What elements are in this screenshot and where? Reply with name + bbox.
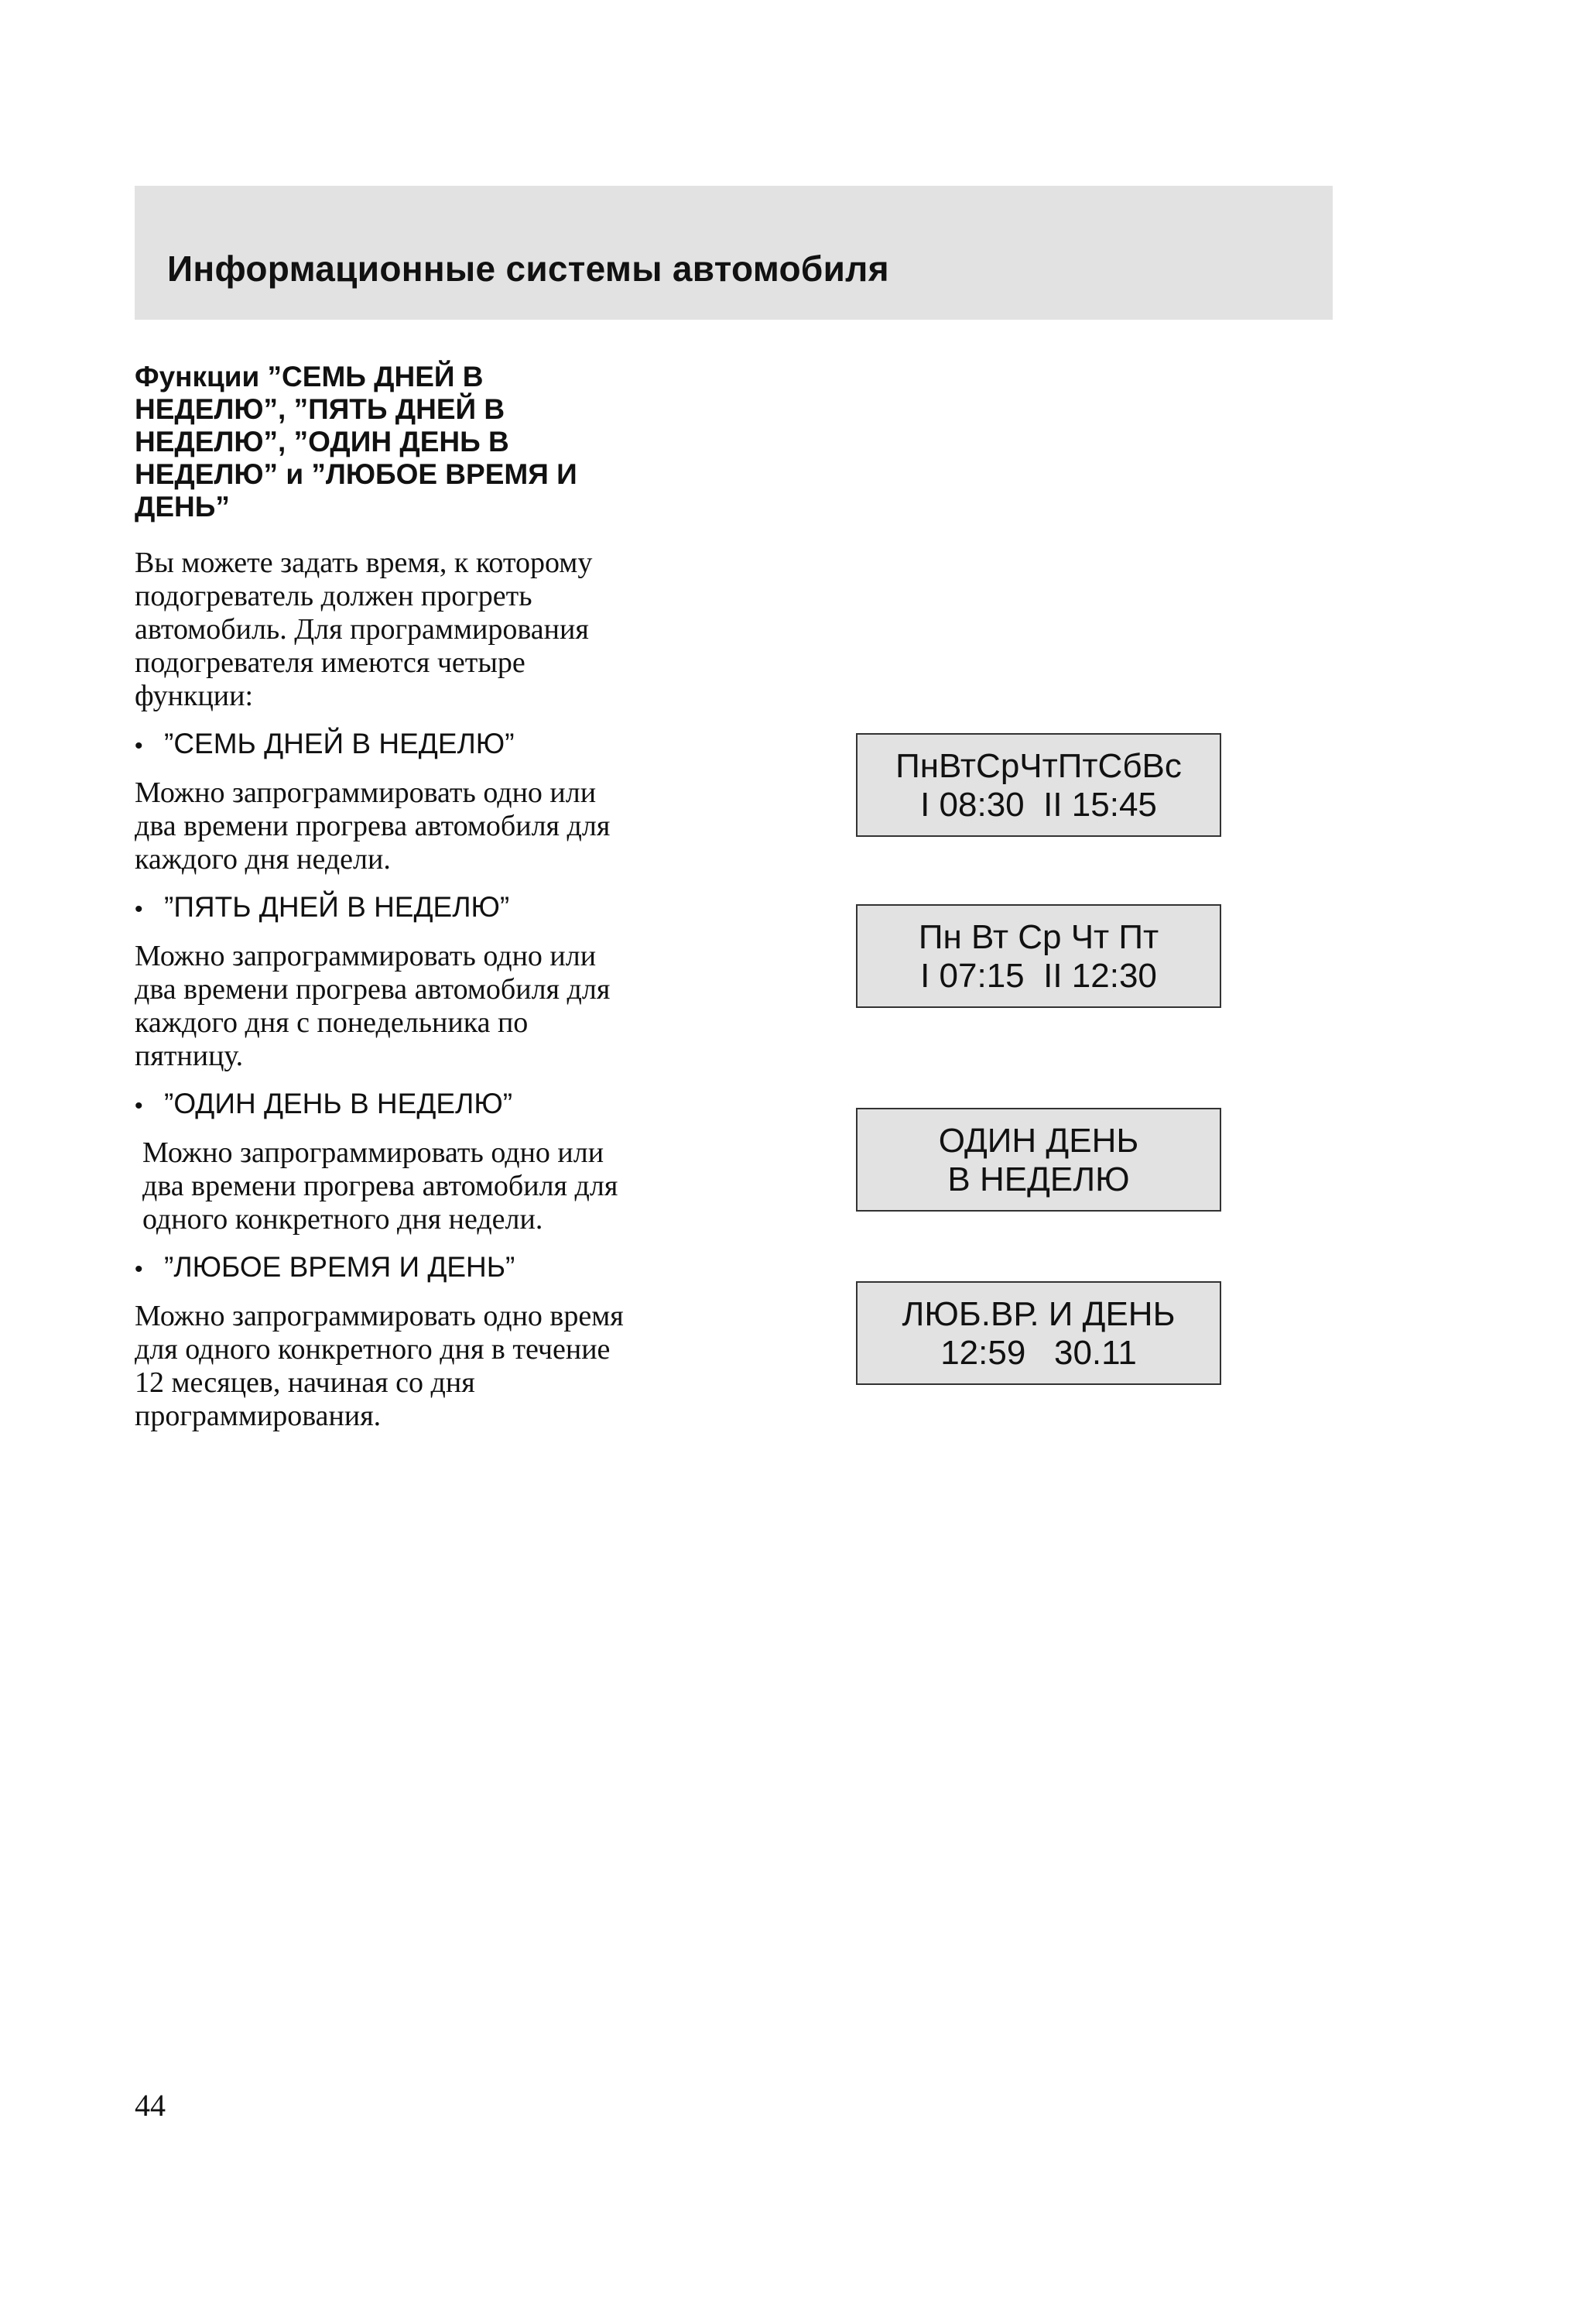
bullet-description bbox=[135, 776, 707, 876]
bullet-item-one-day bbox=[135, 1087, 707, 1123]
bullet-label: ”ПЯТЬ ДНЕЙ В НЕДЕЛЮ” bbox=[164, 891, 510, 923]
description-line: 12 месяцев, начиная со дня bbox=[135, 1366, 475, 1399]
description-line: каждого дня недели. bbox=[135, 843, 391, 876]
display-line: Пн Вт Ср Чт Пт bbox=[918, 918, 1159, 956]
intro-line: подогревателя имеются четыре bbox=[135, 646, 525, 679]
content-column bbox=[135, 361, 707, 1447]
intro-paragraph bbox=[135, 547, 707, 713]
display-line: ПнВтСрЧтПтСбВс bbox=[895, 747, 1182, 785]
bullet-label: ”ЛЮБОЕ ВРЕМЯ И ДЕНЬ” bbox=[164, 1251, 515, 1283]
section-heading-line: ДЕНЬ” bbox=[135, 491, 230, 523]
description-line: пятницу. bbox=[135, 1040, 244, 1072]
display-five-days bbox=[856, 904, 1221, 1008]
bullet-label: ”ОДИН ДЕНЬ В НЕДЕЛЮ” bbox=[164, 1088, 513, 1119]
section-heading-line: НЕДЕЛЮ” и ”ЛЮБОЕ ВРЕМЯ И bbox=[135, 458, 577, 490]
bullet-dot-icon: • bbox=[135, 1093, 143, 1119]
bullet-label: ”СЕМЬ ДНЕЙ В НЕДЕЛЮ” bbox=[164, 728, 515, 759]
display-one-day bbox=[856, 1108, 1221, 1212]
display-line: В НЕДЕЛЮ bbox=[947, 1160, 1130, 1198]
bullet-item-seven-days bbox=[135, 727, 707, 763]
display-line: ОДИН ДЕНЬ bbox=[938, 1122, 1139, 1160]
section-heading-line: НЕДЕЛЮ”, ”ОДИН ДЕНЬ В bbox=[135, 426, 509, 458]
bullet-item-any-time-day bbox=[135, 1250, 707, 1286]
intro-line: автомобиль. Для программирования bbox=[135, 613, 589, 646]
bullet-description bbox=[135, 1300, 707, 1433]
display-any-time-day bbox=[856, 1281, 1221, 1385]
intro-line: подогреватель должен прогреть bbox=[135, 580, 532, 612]
description-line: каждого дня с понедельника по bbox=[135, 1006, 529, 1039]
section-heading-line: НЕДЕЛЮ”, ”ПЯТЬ ДНЕЙ В bbox=[135, 393, 505, 425]
display-line: I 08:30 II 15:45 bbox=[920, 786, 1157, 824]
bullet-dot-icon: • bbox=[135, 1256, 143, 1282]
description-line: программирования. bbox=[135, 1400, 382, 1432]
page-number: 44 bbox=[135, 2088, 166, 2123]
bullet-description bbox=[135, 940, 707, 1073]
description-line: одного конкретного дня недели. bbox=[142, 1203, 543, 1236]
description-line: Можно запрограммировать одно время bbox=[135, 1300, 624, 1332]
description-line: два времени прогрева автомобиля для bbox=[135, 973, 611, 1006]
section-heading-line: Функции ”СЕМЬ ДНЕЙ В bbox=[135, 361, 484, 392]
page-title: Информационные системы автомобиля bbox=[167, 249, 889, 289]
display-seven-days bbox=[856, 733, 1221, 837]
bullet-description bbox=[135, 1136, 707, 1236]
bullet-dot-icon: • bbox=[135, 896, 143, 922]
intro-line: функции: bbox=[135, 680, 254, 712]
description-line: Можно запрограммировать одно или bbox=[142, 1136, 604, 1169]
description-line: два времени прогрева автомобиля для bbox=[135, 810, 611, 842]
display-line: I 07:15 II 12:30 bbox=[920, 957, 1157, 995]
description-line: для одного конкретного дня в течение bbox=[135, 1333, 611, 1366]
intro-line: Вы можете задать время, к которому bbox=[135, 547, 593, 579]
section-heading bbox=[135, 361, 707, 523]
bullet-dot-icon: • bbox=[135, 733, 143, 759]
description-line: Можно запрограммировать одно или bbox=[135, 776, 597, 809]
display-line: 12:59 30.11 bbox=[940, 1334, 1137, 1372]
bullet-item-five-days bbox=[135, 890, 707, 926]
description-line: Можно запрограммировать одно или bbox=[135, 940, 597, 972]
description-line: два времени прогрева автомобиля для bbox=[142, 1170, 618, 1202]
display-line: ЛЮБ.ВР. И ДЕНЬ bbox=[902, 1295, 1176, 1333]
header-band bbox=[135, 186, 1333, 320]
